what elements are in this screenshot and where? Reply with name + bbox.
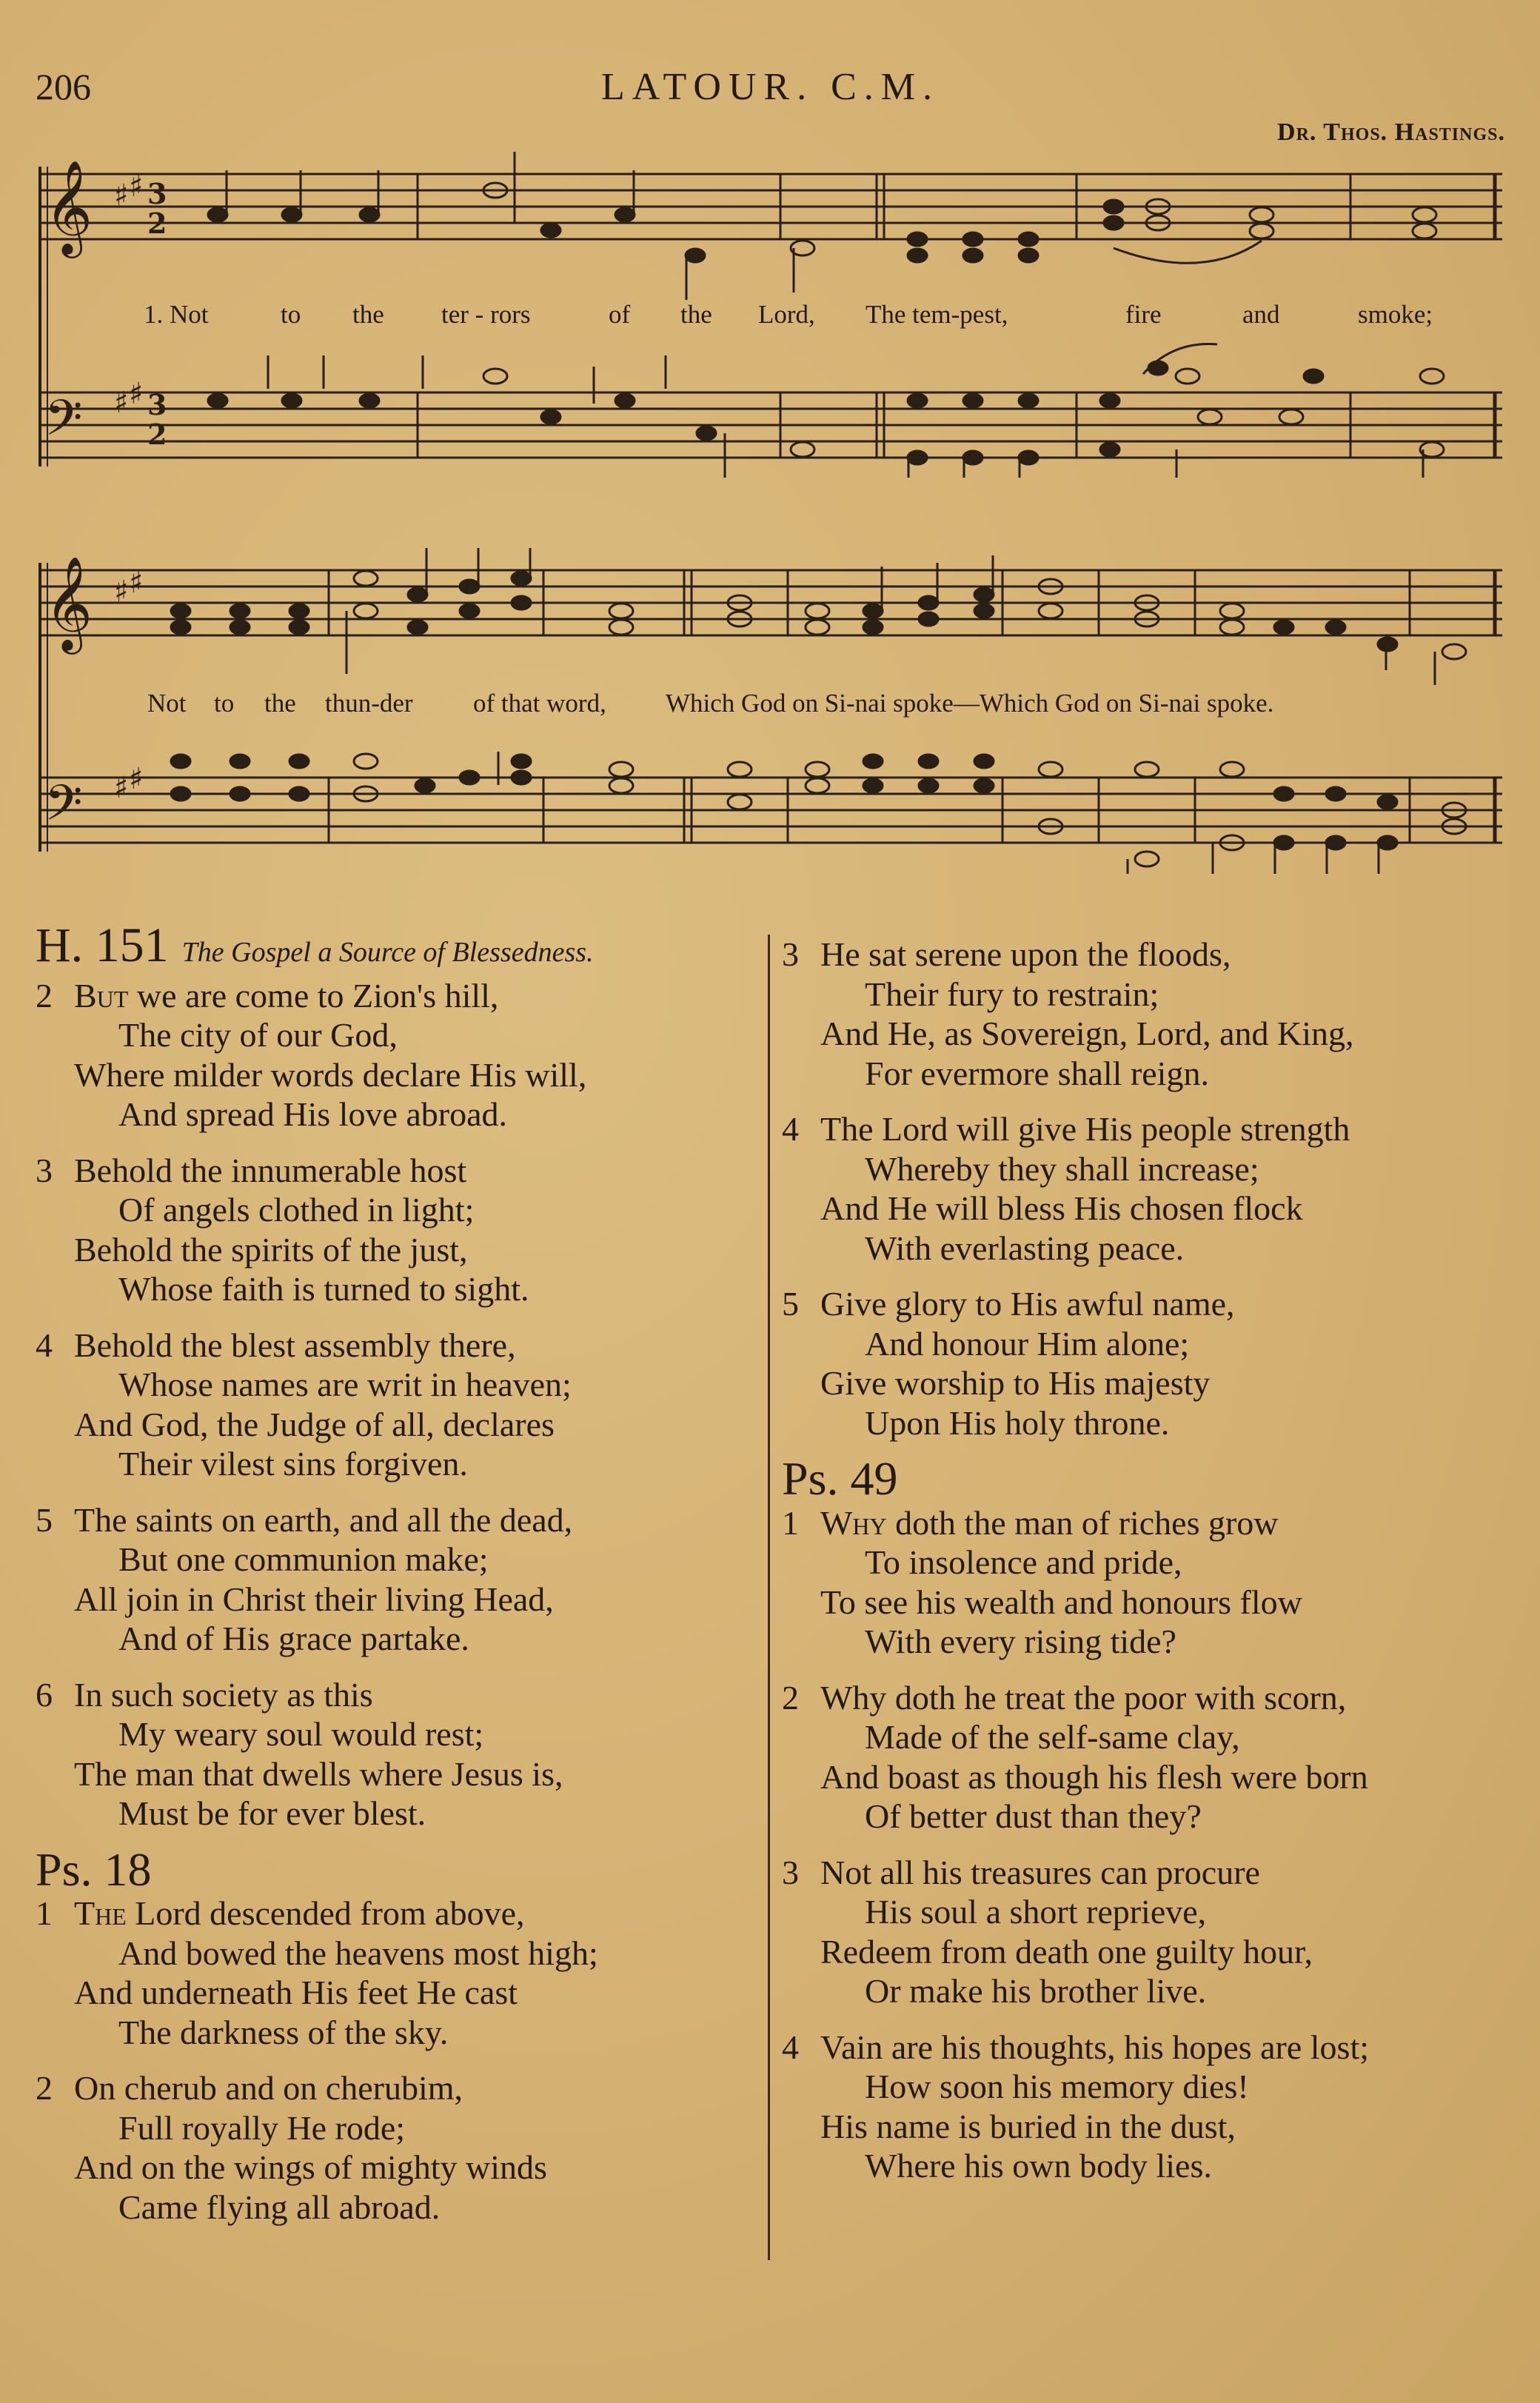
stanza <box>36 1151 746 1309</box>
verse-line: Upon His holy throne. <box>865 1403 1170 1442</box>
verse-line: And God, the Judge of all, declares <box>74 1405 555 1443</box>
svg-text:♯: ♯ <box>129 376 144 411</box>
stanza-first-word: The <box>74 1894 127 1932</box>
verse-line: Must be for ever blest. <box>118 1794 426 1832</box>
tune-title: LATOUR. C.M. <box>600 66 940 108</box>
verse-line: And He will bless His chosen flock <box>820 1189 1303 1227</box>
verse-line: He sat serene upon the floods, <box>820 935 1231 973</box>
stanza-number: 5 <box>782 1285 799 1323</box>
verse-line: With every rising tide? <box>865 1622 1176 1660</box>
verse-line-text: Lord descended from above, <box>126 1894 525 1932</box>
lyric-syllable: of <box>609 300 631 329</box>
verse-line: Their vilest sins forgiven. <box>118 1445 468 1483</box>
stanza <box>782 1284 1511 1443</box>
verse-line: How soon his memory dies! <box>865 2068 1249 2105</box>
stanza-first-word: Why <box>820 1503 887 1542</box>
stanza-number: 3 <box>782 1853 799 1891</box>
stanza <box>36 976 746 1134</box>
verse-line: Whose names are writ in heaven; <box>118 1366 572 1403</box>
verse-line: Vain are his thoughts, his hopes are lost; <box>820 2028 1370 2066</box>
verse-line: Full royally He rode; <box>118 2108 406 2147</box>
svg-text:𝄢: 𝄢 <box>44 775 83 843</box>
verse-line: And boast as though his flesh were born <box>820 1757 1368 1796</box>
lyric-syllable: Not <box>147 689 187 718</box>
hymn-subtitle: The Gospel a Source of Blessedness. <box>181 937 594 968</box>
svg-text:𝄞: 𝄞 <box>44 159 93 254</box>
verse-line: Behold the innumerable host <box>74 1151 467 1189</box>
hymn-number: H. 151 <box>36 918 169 972</box>
stanza-number: 2 <box>782 1678 799 1717</box>
verse-line: Or make his brother live. <box>865 1972 1207 2010</box>
verse-line: The Lord will give His people strength <box>820 1110 1350 1148</box>
lyric-syllable: 1. Not <box>144 300 209 329</box>
svg-text:2: 2 <box>147 207 167 240</box>
psalm-heading: Ps. 49 <box>782 1452 898 1505</box>
lyric-syllable: ter - rors <box>441 300 531 329</box>
svg-text:3: 3 <box>147 388 167 421</box>
verse-line: His soul a short reprieve, <box>865 1893 1207 1931</box>
lyric-syllable: smoke; <box>1358 300 1433 329</box>
stanza <box>36 2068 746 2227</box>
stanza <box>782 935 1511 1093</box>
lyric-syllable: The tem-pest, <box>866 300 1008 329</box>
verse-line <box>36 976 746 1016</box>
verse-line: Give worship to His majesty <box>820 1364 1211 1402</box>
stanza-number: 3 <box>782 935 799 973</box>
stanza-number: 4 <box>782 1110 799 1148</box>
verse-line: Behold the blest assembly there, <box>74 1326 516 1364</box>
verse-line: And underneath His feet He cast <box>74 1973 518 2011</box>
verse-line: Not all his treasures can procure <box>820 1853 1260 1891</box>
composer-credit: Dr. Thos. Hastings. <box>1277 118 1505 146</box>
stanza <box>36 1326 746 1484</box>
verse-line: Where his own body lies. <box>865 2147 1212 2185</box>
verse-line: The darkness of the sky. <box>118 2013 449 2051</box>
stanza-first-word: But <box>74 976 129 1015</box>
verse-line: Redeem from death one guilty hour, <box>820 1932 1313 1971</box>
lyric-syllable: thun-der <box>325 689 413 718</box>
lyric-syllable: of that word, <box>473 689 606 718</box>
stanza <box>782 1503 1511 1662</box>
stanza <box>36 1500 746 1659</box>
verse-line: Behold the spirits of the just, <box>74 1230 468 1269</box>
stanza-number: 2 <box>36 976 53 1015</box>
verse-line: On cherub and on cherubim, <box>74 2069 463 2107</box>
svg-text:♯: ♯ <box>114 385 129 420</box>
verse-line <box>36 1894 746 1934</box>
stanza <box>782 1853 1511 2011</box>
verse-line: His name is buried in the dust, <box>820 2107 1236 2145</box>
stanza <box>36 1675 746 1834</box>
verse-line: To see his wealth and honours flow <box>820 1582 1302 1621</box>
stanza-number: 6 <box>36 1675 53 1714</box>
column-divider <box>768 935 770 2260</box>
verse-line: And bowed the heavens most high; <box>118 1934 598 1972</box>
verse-line: Their fury to restrain; <box>865 975 1159 1013</box>
lyric-syllable: the <box>680 300 712 329</box>
stanza <box>782 2028 1511 2186</box>
verse-line: Came flying all abroad. <box>118 2188 441 2226</box>
verse-line: Why doth he treat the poor with scorn, <box>820 1678 1347 1717</box>
page-number: 206 <box>36 66 91 107</box>
verse-line-text: we are come to Zion's hill, <box>128 976 499 1015</box>
svg-text:♯: ♯ <box>129 565 144 600</box>
verse-line: And honour Him alone; <box>865 1324 1190 1363</box>
verse-line: But one communion make; <box>118 1540 489 1578</box>
verse-line: In such society as this <box>74 1675 373 1714</box>
verse-line: For evermore shall reign. <box>865 1054 1209 1092</box>
lyric-syllable: to <box>281 300 301 329</box>
verse-line: All join in Christ their living Head, <box>74 1580 554 1618</box>
stanza-number: 4 <box>36 1326 53 1364</box>
verse-line: With everlasting peace. <box>865 1229 1185 1267</box>
svg-text:♯: ♯ <box>114 770 129 805</box>
verse-line: And spread His love abroad. <box>118 1095 508 1133</box>
stanza-number: 5 <box>36 1500 53 1539</box>
page-header <box>36 65 1505 146</box>
svg-text:𝄞: 𝄞 <box>44 555 93 650</box>
music-system-1 <box>33 152 1506 478</box>
verse-line: The city of our God, <box>118 1016 398 1054</box>
music-system-2 <box>33 548 1506 874</box>
verse-line: Made of the self-same clay, <box>865 1718 1240 1756</box>
lyric-syllable: the <box>264 689 296 718</box>
svg-text:♯: ♯ <box>129 761 144 796</box>
stanza-number: 1 <box>782 1503 799 1542</box>
left-column <box>36 918 746 2243</box>
svg-text:3: 3 <box>147 177 167 210</box>
verse-line: Whose faith is turned to sight. <box>118 1270 529 1308</box>
stanza-number: 3 <box>36 1151 53 1189</box>
verse-line: Give glory to His awful name, <box>820 1285 1235 1323</box>
stanza-number: 4 <box>782 2028 799 2066</box>
lyric-syllable: to <box>214 689 235 718</box>
verse-line: The man that dwells where Jesus is, <box>74 1754 563 1793</box>
svg-text:2: 2 <box>147 418 167 451</box>
svg-text:♯: ♯ <box>114 574 129 609</box>
verse-line: My weary soul would rest; <box>118 1715 484 1753</box>
stanza <box>36 1894 746 2052</box>
verse-line: Where milder words declare His will, <box>74 1055 587 1094</box>
verse-line: Of better dust than they? <box>865 1797 1202 1835</box>
svg-text:𝄢: 𝄢 <box>44 390 83 458</box>
verse-line: The saints on earth, and all the dead, <box>74 1500 573 1539</box>
verse-line: And of His grace partake. <box>118 1620 469 1657</box>
verse-line: And on the wings of mighty winds <box>74 2148 547 2186</box>
lyric-syllable: Which God on Si-nai spoke—Which God on Si-nai spoke. <box>666 689 1274 718</box>
verse-line: Whereby they shall increase; <box>865 1149 1259 1188</box>
verse-line: Of angels clothed in light; <box>118 1191 475 1229</box>
lyric-syllable: Lord, <box>758 300 815 329</box>
svg-text:♯: ♯ <box>114 178 129 213</box>
stanza <box>782 1678 1511 1836</box>
stanza-number: 1 <box>36 1894 53 1932</box>
hymn-heading <box>36 918 746 973</box>
lyric-syllable: fire <box>1125 300 1162 329</box>
right-column <box>782 935 1511 2202</box>
lyric-syllable: and <box>1242 300 1280 329</box>
svg-text:♯: ♯ <box>129 169 144 204</box>
verse-line-text: doth the man of riches grow <box>886 1503 1279 1542</box>
verse-line <box>782 1503 1511 1543</box>
stanza <box>782 1109 1511 1268</box>
verse-line: And He, as Sovereign, Lord, and King, <box>820 1015 1354 1052</box>
psalm-heading: Ps. 18 <box>36 1842 152 1896</box>
stanza-number: 2 <box>36 2069 53 2107</box>
lyric-syllable: the <box>352 300 384 329</box>
verse-line: To insolence and pride, <box>865 1543 1182 1581</box>
